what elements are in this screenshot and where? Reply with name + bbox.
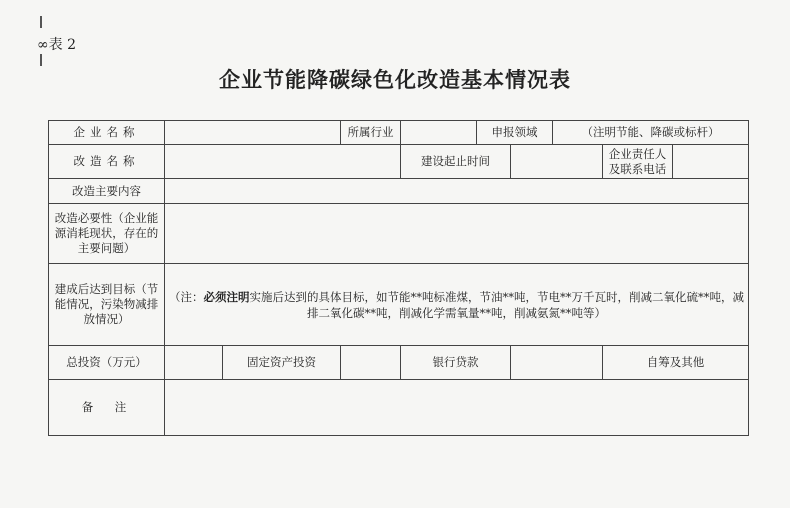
industry-label: 所属行业 <box>341 121 401 145</box>
row-investment <box>49 346 749 380</box>
row-necessity <box>49 204 749 264</box>
remarks-label: 备 注 <box>49 380 165 436</box>
table-number-label: ∞表 2 <box>37 37 77 53</box>
note-text: 实施后达到的具体目标，如节能**吨标准煤，节油**吨，节电**万千瓦时，削减二氧化硫**吨，减排二氧化碳**吨，削减化学需氧量**吨，削减氨氮**吨等） <box>249 289 744 320</box>
necessity-field[interactable] <box>165 204 749 264</box>
note-prefix: （注： <box>169 289 204 304</box>
row-goals <box>49 264 749 346</box>
goals-label: 建成后达到目标（节能情况，污染物减排放情况） <box>49 264 165 346</box>
content-field[interactable] <box>165 179 749 204</box>
field-hint[interactable]: （注明节能、降碳或标杆） <box>553 121 749 145</box>
project-name-field[interactable] <box>165 145 401 179</box>
row-content <box>49 179 749 204</box>
note-emphasis: 必须注明 <box>203 289 250 304</box>
row-company <box>49 121 749 145</box>
necessity-label: 改造必要性（企业能源消耗现状，存在的主要问题） <box>49 204 165 264</box>
fixed-asset-label: 固定资产投资 <box>223 346 341 380</box>
fixed-asset-field[interactable] <box>341 346 401 380</box>
contact-field[interactable] <box>673 145 749 179</box>
investment-label: 总投资（万元） <box>49 346 165 380</box>
self-funded-label: 自筹及其他 <box>603 346 749 380</box>
investment-total-field[interactable] <box>165 346 223 380</box>
row-remarks <box>49 380 749 436</box>
company-name-label: 企业名称 <box>49 121 165 145</box>
contact-label: 企业责任人 及联系电话 <box>603 145 673 179</box>
bank-loan-field[interactable] <box>511 346 603 380</box>
remarks-field[interactable] <box>165 380 749 436</box>
project-name-label: 改造名称 <box>49 145 165 179</box>
document-title: 企业节能降碳绿色化改造基本情况表 <box>219 67 571 92</box>
binding-mark-top <box>40 16 42 28</box>
industry-field[interactable] <box>401 121 477 145</box>
bank-loan-label: 银行贷款 <box>401 346 511 380</box>
row-project <box>49 145 749 179</box>
content-label: 改造主要内容 <box>49 179 165 204</box>
project-info-table <box>48 120 749 436</box>
period-field[interactable] <box>511 145 603 179</box>
period-label: 建设起止时间 <box>401 145 511 179</box>
company-name-field[interactable] <box>165 121 341 145</box>
goals-field[interactable] <box>165 264 749 346</box>
field-label: 申报领域 <box>477 121 553 145</box>
